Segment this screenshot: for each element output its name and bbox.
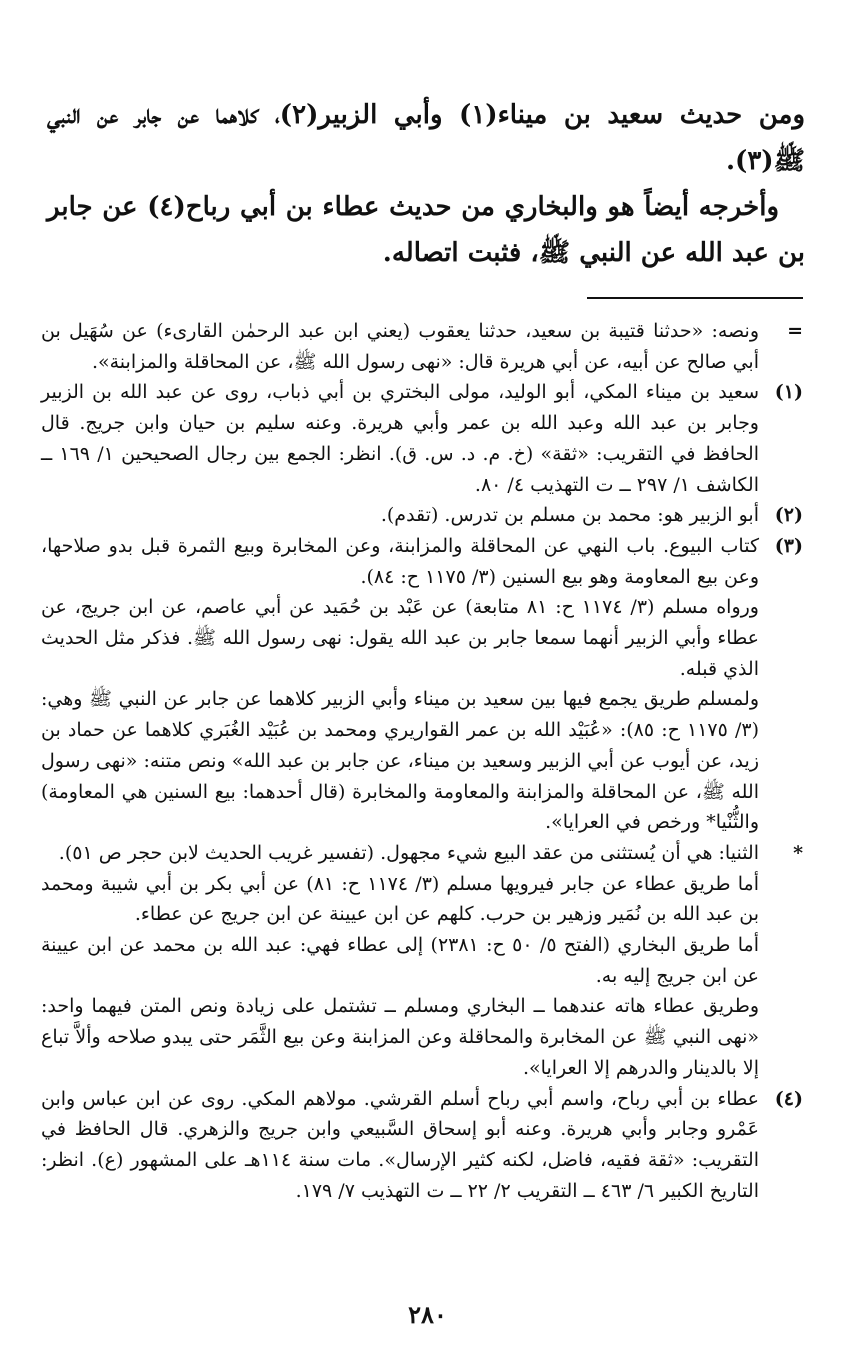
main-paragraph: وأخرجه أيضاً هو والبخاري من حديث عطاء بن أبي رباح(٤) عن جابر بن عبد الله عن النبي ﷺ، فثبت اتصاله. xyxy=(47,192,805,268)
footnote-1 xyxy=(41,377,803,500)
footnote-marker: * xyxy=(793,841,803,864)
footnote-paragraph: الثنيا: هي أن يُستثنى من عقد البيع شيء مجهول. (تفسير غريب الحديث لابن حجر ص ٥١). xyxy=(58,841,759,864)
footnote-paragraph: وطريق عطاء هاته عندهما ــ البخاري ومسلم ــ تشتمل على زيادة ونص المتن فيهما واحد: «نهى النبي ﷺ عن المخابرة والمحاقلة وعن المزابنة وعن بيع الثَّمَر حتى يبدو صلاحه وألاَّ تباع إلا بالدينار والدرهم إلا العرايا». xyxy=(41,995,759,1079)
footnote-paragraph: أما طريق البخاري (الفتح ٥/ ٥٠ ح: ٢٣٨١) إلى عطاء فهي: عبد الله بن محمد عن ابن عيينة عن ابن جريج إليه به. xyxy=(41,934,759,987)
footnote-paragraph: كتاب البيوع. باب النهي عن المحاقلة والمزابنة، وعن المخابرة وبيع الثمرة قبل بدو صلاحها، وعن بيع المعاومة وهو بيع السنين (٣/ ١١٧٥ ح: ٨٤). xyxy=(41,534,759,588)
footnote-marker: = xyxy=(787,320,803,342)
footnote-body xyxy=(41,377,759,500)
main-text xyxy=(47,92,805,276)
footnote-marker: (٣) xyxy=(774,534,803,557)
footnote-marker: (٤) xyxy=(774,1087,803,1110)
footnote-separator xyxy=(587,297,803,299)
main-paragraph: ومن حديث سعيد بن ميناء(١) وأبي الزبير(٢)، كلاهما عن جابر عن النبي ﷺ(٣). xyxy=(47,100,806,176)
page-number: ٢٨٠ xyxy=(408,1300,447,1329)
footnote-paragraph: أما طريق عطاء عن جابر فيرويها مسلم (٣/ ١١٧٤ ح: ٨١) عن أبي بكر بن أبي شيبة ومحمد بن عبد الله بن نُمَير وزهير بن حرب. كلهم عن ابن عيينة عن ابن جريج عن عطاء. xyxy=(41,872,759,926)
footnote-continuation xyxy=(41,316,803,377)
footnote-paragraph: ولمسلم طريق يجمع فيها بين سعيد بن ميناء وأبي الزبير كلاهما عن جابر عن النبي ﷺ وهي: (٣/ ١١٧٥ ح: ٨٥): «عُبَيْد الله بن عمر القواريري ومحمد بن عُبَيْد الغُبَري كلاهما عن حماد بن زيد، عن أيوب عن أبي الزبير وسعيد بن ميناء، عن جابر بن عبد الله» ونص متنه: «نهى رسول الله ﷺ، عن المحاقلة والمزابنة والمعاومة والمخابرة (قال أحدهما: بيع السنين هي المعاومة) والثُّنْيا* ورخص في العرايا». xyxy=(41,688,759,834)
footnote-marker: (١) xyxy=(774,381,803,404)
footnote-body xyxy=(41,1084,759,1207)
footnote-paragraph: ورواه مسلم (٣/ ١١٧٤ ح: ٨١ متابعة) عن عَبْد بن حُمَيد عن أبي عاصم، عن ابن جريج، عن عطاء وأبي الزبير أنهما سمعا جابر بن عبد الله يقول: نهى رسول الله ﷺ. فذكر مثل الحديث الذي قبله. xyxy=(41,596,759,680)
footnote-body xyxy=(41,316,759,377)
footnote-4 xyxy=(41,1084,803,1207)
footnote-body xyxy=(41,500,759,531)
footnote-body xyxy=(41,838,759,1084)
footnote-asterisk xyxy=(41,838,803,1084)
footnote-paragraph: أبو الزبير هو: محمد بن مسلم بن تدرس. (تقدم). xyxy=(380,504,759,527)
footnote-marker: (٢) xyxy=(774,504,803,527)
footnote-paragraph: ونصه: «حدثنا قتيبة بن سعيد، حدثنا يعقوب (يعني ابن عبد الرحمٰن القارىء) عن سُهَيل بن أبي صالح عن أبيه، عن أبي هريرة قال: «نهى رسول الله ﷺ، عن المحاقلة والمزابنة». xyxy=(41,320,759,373)
footnote-3 xyxy=(41,531,803,838)
footnote-paragraph: سعيد بن ميناء المكي، أبو الوليد، مولى البختري بن أبي ذباب، روى عن عبد الله بن الزبير وجابر بن عبد الله وعبد الله بن عمر وأبي هريرة. وعنه سليم بن حيان وابن جريج. قال الحافظ في التقريب: «ثقة» (خ. م. د. س. ق). انظر: الجمع بين رجال الصحيحين ١/ ١٦٩ ــ الكاشف ١/ ٢٩٧ ــ ت التهذيب ٤/ ٨٠. xyxy=(41,381,759,496)
footnote-body xyxy=(41,531,759,838)
footnote-2 xyxy=(41,500,803,531)
footnotes xyxy=(41,316,803,1206)
footnote-paragraph: عطاء بن أبي رباح، واسم أبي رباح أسلم القرشي. مولاهم المكي. روى عن ابن عباس وابن عَمْرو وجابر وأبي هريرة. وعنه أبو إسحاق السَّبيعي وابن جريج والزهري. قال الحافظ في التقريب: «ثقة فقيه، فاضل، لكنه كثير الإرسال». مات سنة ١١٤هـ على المشهور (ع). انظر: التاريخ الكبير ٦/ ٤٦٣ ــ التقريب ٢/ ٢٢ ــ ت التهذيب ٧/ ١٧٩. xyxy=(41,1087,759,1202)
